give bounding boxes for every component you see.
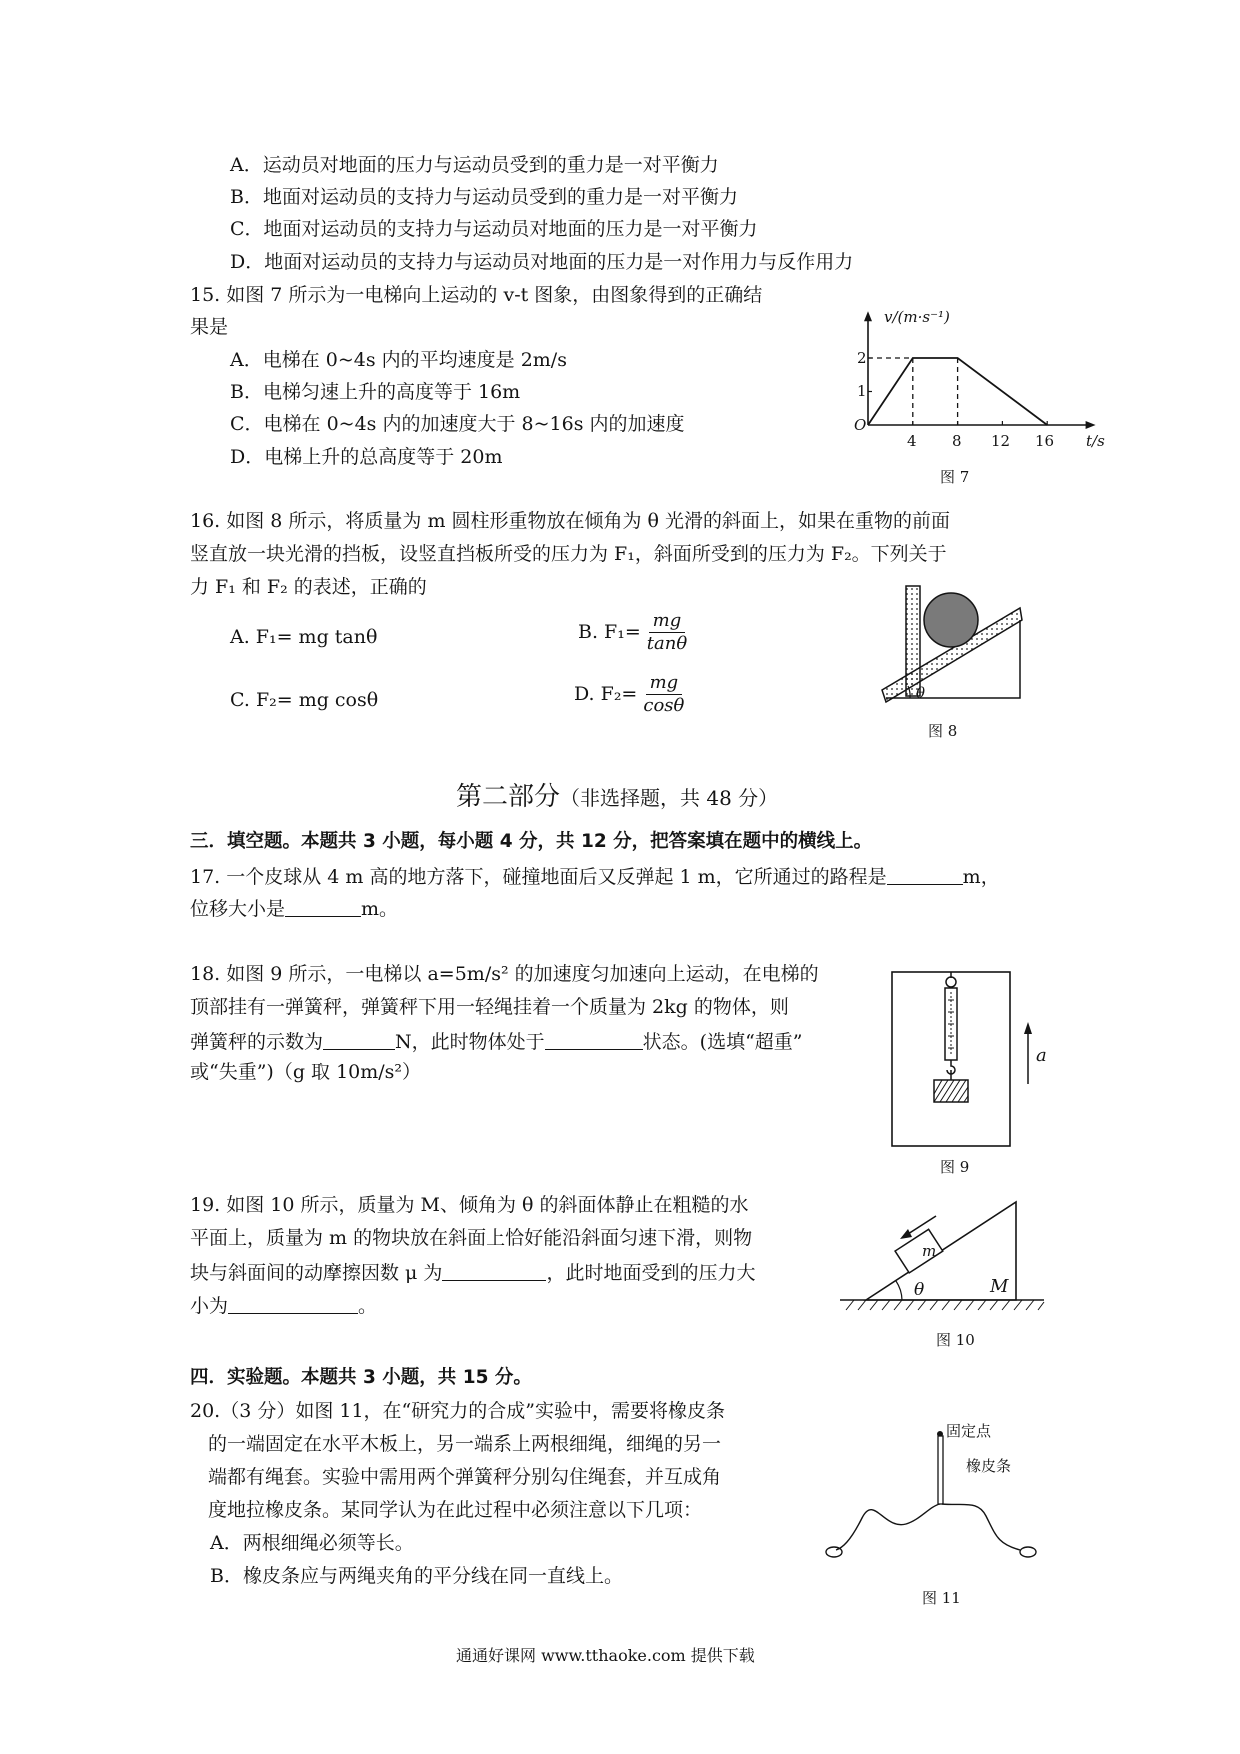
q18-line3 [190,1031,803,1052]
q18-line3-c: 状态。(选填“超重” [642,1031,803,1053]
q16-option-b-prefix: B. F₁= [578,621,641,643]
chart-x-tick-4: 4 [907,432,917,450]
q15-option-c: C．电梯在 0~4s 内的加速度大于 8~16s 内的加速度 [230,413,685,435]
figure-8-angle-label: θ [916,684,926,702]
section3-heading: 三．填空题。本题共 3 小题，每小题 4 分，共 12 分，把答案填在题中的横线上。 [190,831,873,852]
chart-series-line [868,358,1047,425]
q20-line3: 端都有绳套。实验中需用两个弹簧秤分别勾住绳套，并互成角 [208,1466,722,1488]
figure-9-elevator-diagram [890,960,1090,1160]
section4-heading: 四．实验题。本题共 3 小题，共 15 分。 [190,1367,532,1388]
chart-x-tick-8: 8 [952,432,962,450]
q17-displacement-blank[interactable] [285,898,361,917]
figure-10-caption: 图 10 [936,1331,975,1349]
q16-option-d-denominator: cosθ [643,695,685,716]
figure-7-caption: 图 7 [940,468,970,486]
q17-line2 [190,898,398,919]
q20-line2: 的一端固定在水平木板上，另一端系上两根细绳，细绳的另一 [208,1433,722,1455]
figure-11-rubber-band-diagram [822,1420,1052,1570]
q15-stem-line1: 15. 如图 7 所示为一电梯向上运动的 v-t 图象，由图象得到的正确结 [190,284,763,306]
q15-option-d: D．电梯上升的总高度等于 20m [230,446,503,468]
q17-line1 [190,866,1000,887]
chart-y-tick-1: 1 [857,382,867,400]
q19-line3-b: ，此时地面受到的压力大 [546,1262,756,1284]
q14-option-d: D．地面对运动员的支持力与运动员对地面的压力是一对作用力与反作用力 [230,251,854,273]
q17-line1-end: m， [962,866,1000,888]
q17-distance-blank[interactable] [887,866,963,885]
q16-option-c: C. F₂= mg cosθ [230,689,379,711]
figure-10-block-label: m [922,1242,937,1260]
q18-reading-blank[interactable] [323,1031,395,1050]
q16-option-b-denominator: tanθ [646,633,688,654]
q16-stem-line2: 竖直放一块光滑的挡板，设竖直挡板所受的压力为 F₁，斜面所受到的压力为 F₂。下列关于 [190,543,947,565]
q16-option-d-fraction [639,674,688,715]
part2-subtitle: （非选择题，共 48 分） [560,786,779,810]
figure-10-incline-diagram [838,1192,1078,1322]
figure-8-caption: 图 8 [928,722,958,740]
q19-line4-b: 。 [358,1295,378,1317]
q14-option-c: C．地面对运动员的支持力与运动员对地面的压力是一对平衡力 [230,218,758,240]
chart-x-axis-label: t/s [1086,432,1105,450]
q16-option-a: A. F₁= mg tanθ [230,626,378,648]
chart-x-tick-16: 16 [1035,432,1055,450]
q17-line2-end: m。 [361,898,399,920]
figure-8-incline-diagram [880,582,1040,722]
q18-line3-a: 弹簧秤的示数为 [190,1031,324,1053]
chart-y-axis-arrow [864,311,872,321]
q15-stem-line2: 果是 [190,316,229,338]
figure-10-angle-label: θ [914,1280,925,1300]
q16-option-b-fraction [643,612,691,653]
q19-friction-blank[interactable] [442,1262,546,1281]
q20-option-b: B．橡皮条应与两绳夹角的平分线在同一直线上。 [210,1565,623,1587]
q20-line1: 20.（3 分）如图 11，在“研究力的合成”实验中，需要将橡皮条 [190,1400,725,1422]
q19-line3-a: 块与斜面间的动摩擦因数 μ 为 [190,1262,443,1284]
q20-option-a: A．两根细绳必须等长。 [210,1532,414,1554]
chart-y-axis-label: v/(m·s⁻¹) [884,308,950,326]
q19-pressure-blank[interactable] [228,1295,358,1314]
q18-state-blank[interactable] [545,1031,643,1050]
page-footer: 通通好课网 www.tthaoke.com 提供下载 [456,1646,755,1665]
q19-line4-a: 小为 [190,1295,229,1317]
q15-option-b: B．电梯匀速上升的高度等于 16m [230,381,521,403]
q14-option-b: B．地面对运动员的支持力与运动员受到的重力是一对平衡力 [230,186,738,208]
q18-line3-b: N，此时物体处于 [395,1031,545,1053]
chart-origin-label: O [854,416,867,434]
q16-stem-line1: 16. 如图 8 所示，将质量为 m 圆柱形重物放在倾角为 θ 光滑的斜面上，如果在重物的前面 [190,510,951,532]
figure-9-accel-label: a [1036,1045,1047,1066]
q19-line2: 平面上，质量为 m 的物块放在斜面上恰好能沿斜面匀速下滑，则物 [190,1227,753,1249]
q18-line2: 顶部挂有一弹簧秤，弹簧秤下用一轻绳挂着一个质量为 2kg 的物体，则 [190,996,789,1018]
q15-option-a: A．电梯在 0~4s 内的平均速度是 2m/s [230,349,567,371]
q19-line3 [190,1262,755,1283]
q18-line4: 或“失重”)（g 取 10m/s²） [190,1061,422,1083]
q19-line1: 19. 如图 10 所示，质量为 M、倾角为 θ 的斜面体静止在粗糙的水 [190,1194,749,1216]
figure-11-caption: 图 11 [922,1589,961,1607]
part2-title-main: 第二部分 [456,782,561,812]
chart-x-tick-12: 12 [991,432,1011,450]
part2-title [456,784,778,810]
q16-option-d-numerator: mg [646,674,683,695]
figure-11-rubber-band-label: 橡皮条 [966,1457,1012,1475]
q16-stem-line3: 力 F₁ 和 F₂ 的表述，正确的 [190,576,427,598]
q16-option-b-numerator: mg [649,612,686,633]
q19-line4 [190,1295,377,1316]
chart-x-axis-arrow [1086,421,1096,429]
q14-option-a: A．运动员对地面的压力与运动员受到的重力是一对平衡力 [230,154,719,176]
q17-line1-text: 17. 一个皮球从 4 m 高的地方落下，碰撞地面后又反弹起 1 m，它所通过的路程是 [190,866,887,888]
chart-y-tick-2: 2 [857,349,867,367]
q16-option-d-prefix: D. F₂= [574,683,638,705]
q17-line2-start: 位移大小是 [190,898,286,920]
q16-option-b [578,612,691,653]
figure-11-fixed-point-label: 固定点 [946,1422,992,1440]
figure-9-caption: 图 9 [940,1158,970,1176]
q20-line4: 度地拉橡皮条。某同学认为在此过程中必须注意以下几项： [208,1499,703,1521]
q16-option-d [574,674,688,715]
q18-line1: 18. 如图 9 所示，一电梯以 a=5m/s² 的加速度匀加速向上运动，在电梯的 [190,963,819,985]
figure-10-wedge-label: M [990,1276,1009,1297]
